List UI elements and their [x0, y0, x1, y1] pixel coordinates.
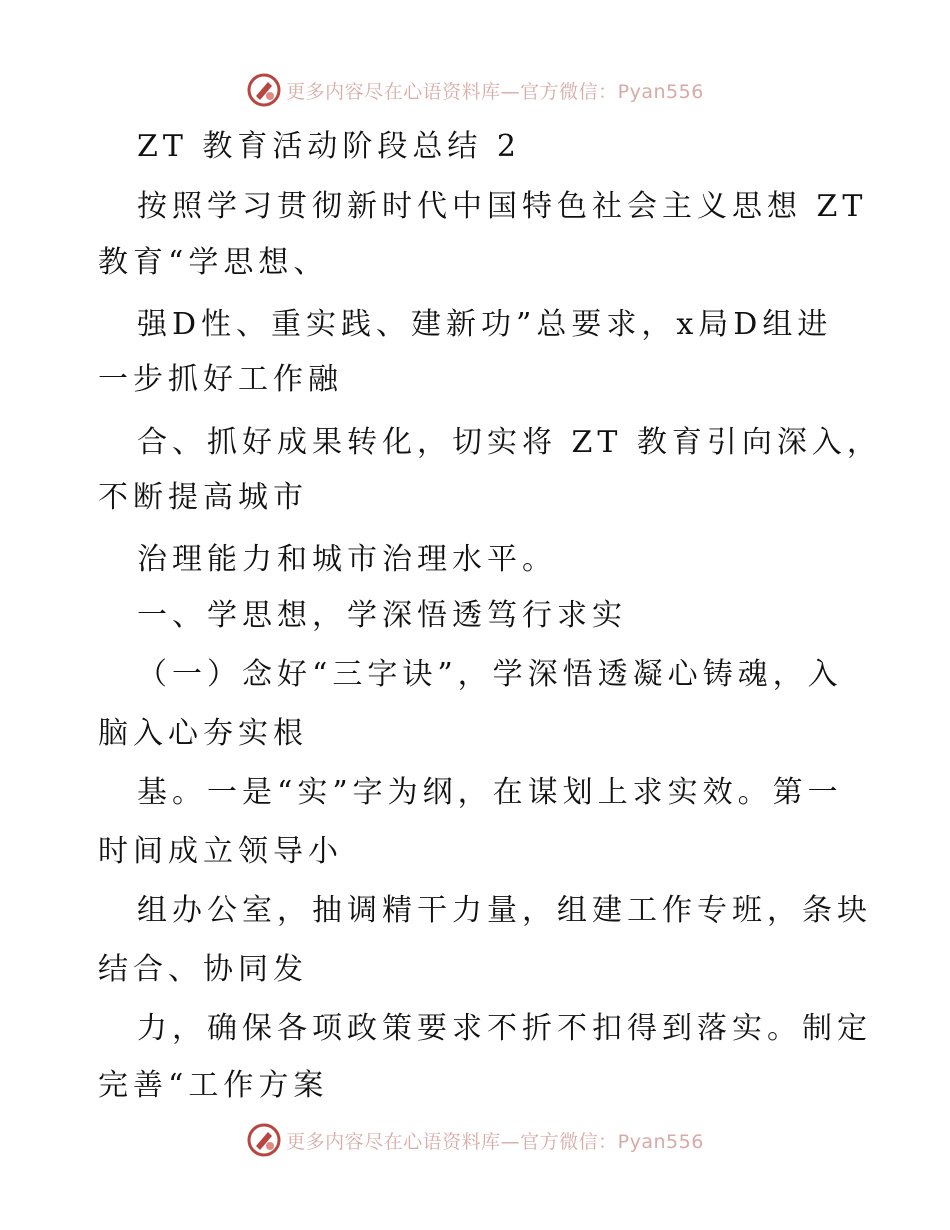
text-line: 完善“工作方案: [98, 1068, 329, 1103]
text-line: 基。一是“实”字为纲，在谋划上求实效。第一: [137, 775, 843, 810]
text-line: 脑入心夯实根: [98, 716, 308, 751]
document-title: ZT 教育活动阶段总结 2: [137, 129, 522, 164]
text-line: 教育“学思想、: [98, 245, 329, 280]
text-line: 组办公室，抽调精干力量，组建工作专班，条块: [137, 893, 872, 928]
text-line: 一步抓好工作融: [98, 362, 343, 397]
text-line: 结合、协同发: [98, 952, 308, 987]
text-line: 治理能力和城市治理水平。: [137, 542, 557, 577]
watermark-banner-bottom: [0, 1118, 950, 1162]
text-line: 力，确保各项政策要求不折不扣得到落实。制定: [137, 1011, 872, 1046]
text-line: 时间成立领导小: [98, 834, 343, 869]
text-line: 强D性、重实践、建新功”总要求，x局D组进: [137, 307, 833, 342]
section-heading: 一、学思想，学深悟透笃行求实: [137, 598, 627, 633]
subsection-heading: （一）念好“三字诀”，学深悟透凝心铸魂，入: [137, 657, 843, 692]
watermark-text: 更多内容尽在心语资料库—官方微信：Pyan556: [286, 80, 704, 103]
text-line: 按照学习贯彻新时代中国特色社会主义思想 ZT: [137, 189, 868, 224]
text-line: 不断提高城市: [98, 480, 308, 515]
watermark-text: 更多内容尽在心语资料库—官方微信：Pyan556: [286, 1130, 704, 1153]
text-line: 合、抓好成果转化，切实将 ZT 教育引向深入，: [137, 425, 882, 460]
seal-logo-icon: [246, 1122, 282, 1158]
